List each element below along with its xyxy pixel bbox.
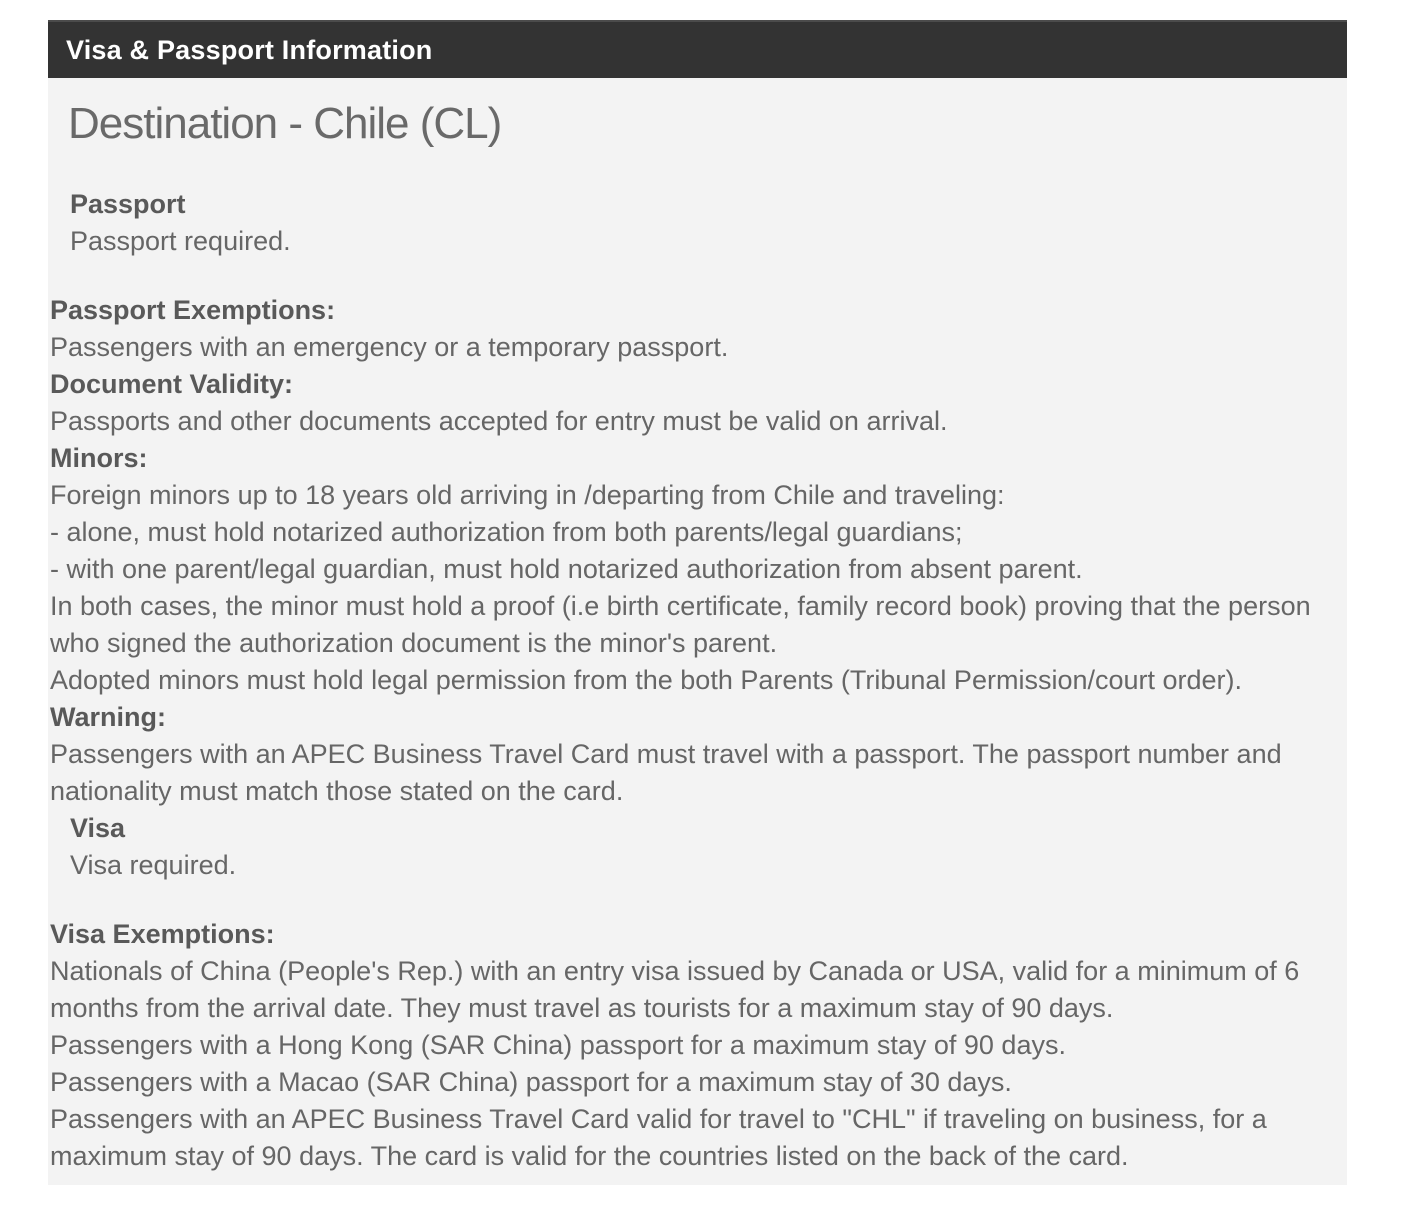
detail-line: In both cases, the minor must hold a proof (i.e birth certificate, family record book) proving that the person who signed the authorization document is the minor's parent.: [50, 591, 1311, 658]
page-title: Destination - Chile (CL): [68, 99, 502, 148]
visa-passport-widget: [48, 20, 1347, 1185]
detail-line: Passengers with an APEC Business Travel Card must travel with a passport. The passport number and nationality must match those stated on the card.: [50, 739, 1282, 806]
minors-section: [50, 440, 1347, 699]
section-label: Warning:: [50, 702, 166, 732]
document-validity-section: [50, 366, 1347, 440]
passport-heading: Passport: [70, 189, 186, 219]
visa-exemptions-section: [50, 916, 1347, 1175]
detail-line: - alone, must hold notarized authorization from both parents/legal guardians;: [50, 517, 963, 547]
passport-status-block: [70, 186, 1347, 260]
passport-exemptions-section: [50, 292, 1347, 366]
content-panel: [48, 78, 1347, 1185]
visa-heading: Visa: [70, 813, 126, 843]
section-label: Passport Exemptions:: [50, 295, 336, 325]
detail-line: Passengers with a Macao (SAR China) passport for a maximum stay of 30 days.: [50, 1067, 1012, 1097]
detail-line: Passports and other documents accepted for entry must be valid on arrival.: [50, 406, 948, 436]
spacer: [50, 884, 1347, 916]
detail-line: Nationals of China (People's Rep.) with an entry visa issued by Canada or USA, valid for a minimum of 6 months from the arrival date. They must travel as tourists for a maximum stay of 90 days.: [50, 956, 1300, 1023]
visa-status-block: [70, 810, 1347, 884]
passport-status: Passport required.: [70, 226, 291, 256]
detail-line: Passengers with a Hong Kong (SAR China) passport for a maximum stay of 90 days.: [50, 1030, 1066, 1060]
visa-status: Visa required.: [70, 850, 237, 880]
detail-line: Foreign minors up to 18 years old arriving in /departing from Chile and traveling:: [50, 480, 1005, 510]
spacer: [50, 260, 1347, 292]
titlebar: [48, 20, 1347, 78]
section-label: Document Validity:: [50, 369, 294, 399]
detail-line: - with one parent/legal guardian, must hold notarized authorization from absent parent.: [50, 554, 1083, 584]
detail-line: Passengers with an APEC Business Travel Card valid for travel to "CHL" if traveling on business, for a maximum stay of 90 days. The card is valid for the countries listed on the back of the card.: [50, 1104, 1267, 1171]
detail-line: Adopted minors must hold legal permission from the both Parents (Tribunal Permission/court order).: [50, 665, 1243, 695]
titlebar-title: Visa & Passport Information: [66, 34, 433, 65]
section-label: Minors:: [50, 443, 148, 473]
warning-section: [50, 699, 1347, 810]
section-label: Visa Exemptions:: [50, 919, 275, 949]
detail-line: Passengers with an emergency or a temporary passport.: [50, 332, 729, 362]
